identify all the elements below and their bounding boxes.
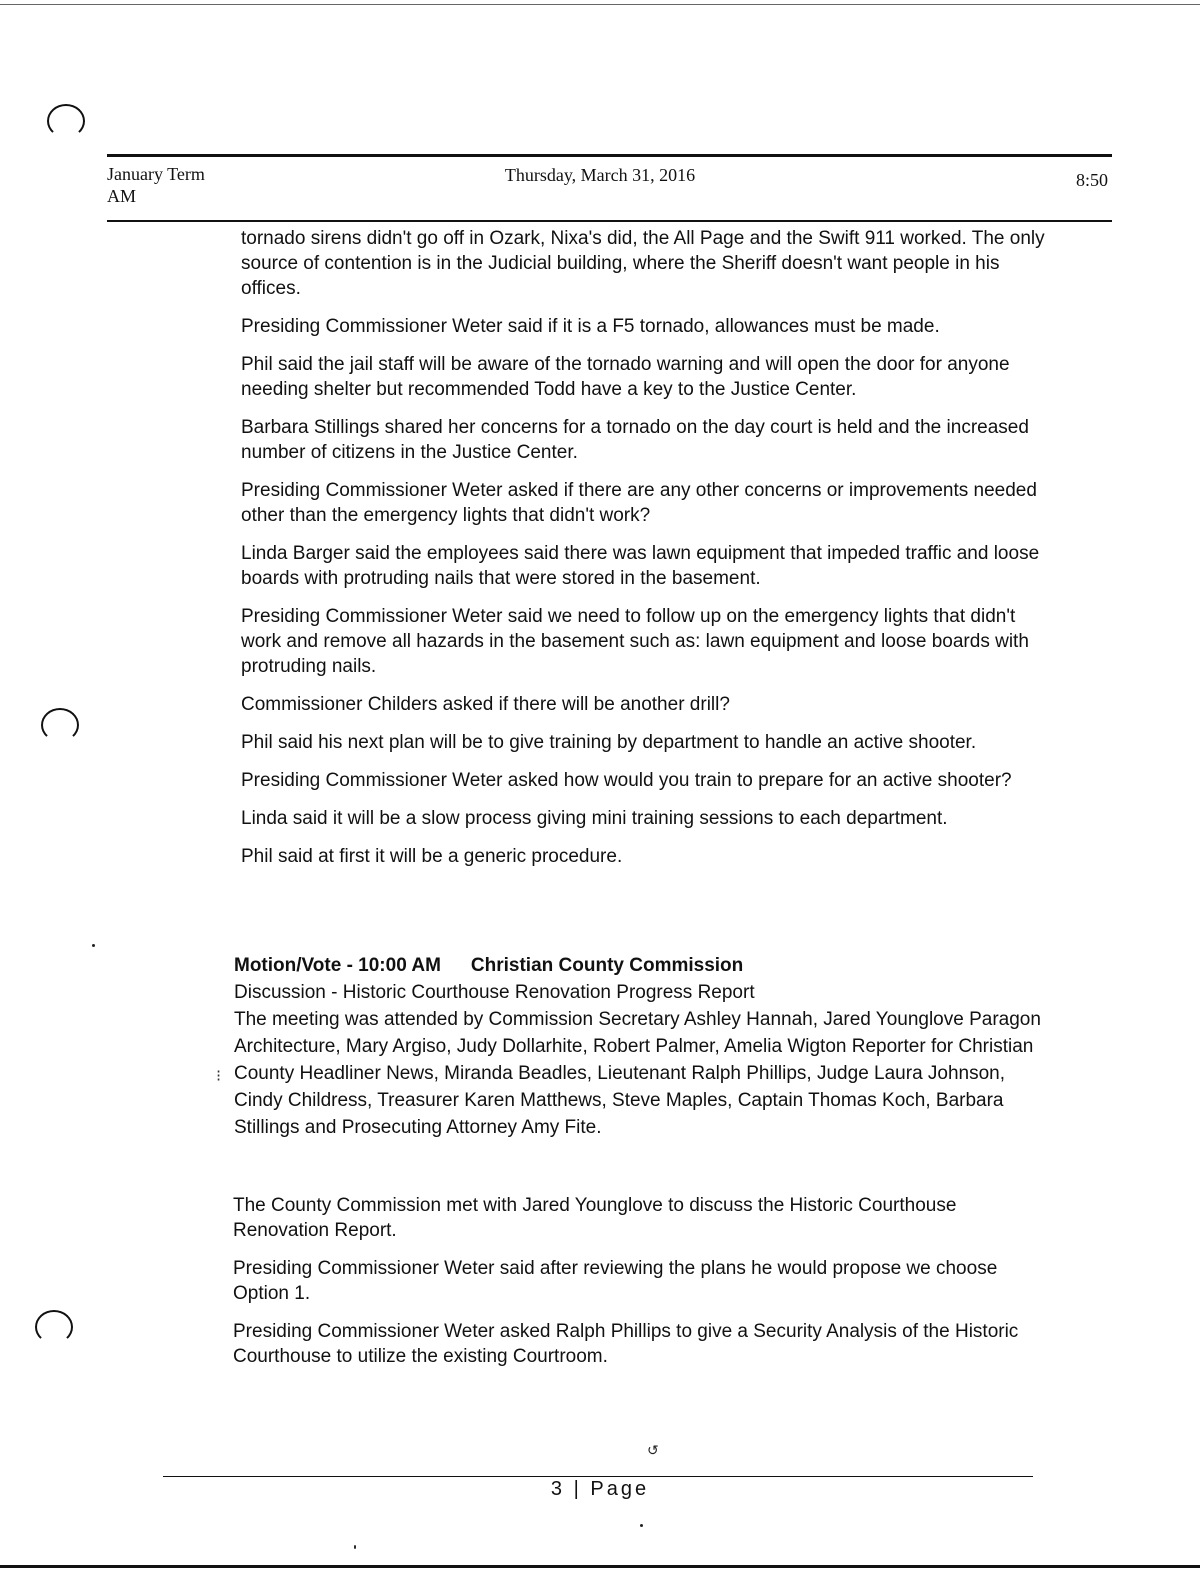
paragraph: The County Commission met with Jared Younglove to discuss the Historic Courthouse Renovation Report. — [233, 1195, 957, 1241]
scan-mark: ↺ — [647, 1442, 659, 1458]
punch-hole-top — [47, 104, 85, 138]
discussion-line: Discussion - Historic Courthouse Renovation Progress Report — [234, 982, 755, 1003]
motion-heading — [234, 952, 1054, 979]
header-term-block — [107, 163, 205, 207]
motion-section — [234, 952, 1054, 1141]
paragraph: Commissioner Childers asked if there will be another drill? — [241, 694, 730, 715]
header-session: AM — [107, 186, 137, 206]
motion-body-name: Christian County Commission — [470, 955, 744, 976]
header-term: January Term — [107, 164, 205, 184]
scan-edge-bottom — [0, 1565, 1200, 1568]
paragraph: Phil said at first it will be a generic procedure. — [241, 846, 623, 867]
paragraph: Presiding Commissioner Weter said after reviewing the plans he would propose we choose Option 1. — [233, 1258, 998, 1304]
header-date: Thursday, March 31, 2016 — [504, 165, 696, 185]
followup-section — [233, 1193, 1053, 1382]
paragraph: Presiding Commissioner Weter asked Ralph Phillips to give a Security Analysis of the Historic Courthouse to utilize the existing Courtroom. — [233, 1321, 1019, 1367]
header-time: 8:50 — [1075, 170, 1108, 190]
header-rule-bottom — [107, 220, 1112, 222]
scan-edge-top — [0, 4, 1200, 5]
scan-speck — [92, 944, 95, 947]
paragraph: Linda said it will be a slow process giving mini training sessions to each department. — [241, 808, 948, 829]
scan-speck — [354, 1545, 356, 1549]
punch-hole-middle — [41, 708, 79, 742]
paragraph: Presiding Commissioner Weter asked how would you train to prepare for an active shooter? — [241, 770, 1012, 791]
paragraph: Phil said his next plan will be to give training by department to handle an active shooter. — [241, 732, 977, 753]
paragraph: Linda Barger said the employees said there was lawn equipment that impeded traffic and loose boards with protruding nails that were stored in the basement. — [241, 543, 1040, 589]
scan-speck — [640, 1524, 643, 1527]
paragraph: Presiding Commissioner Weter said we need to follow up on the emergency lights that didn't work and remove all hazards in the basement such as: lawn equipment and loose boards with protruding nails. — [241, 606, 1029, 677]
paragraph: tornado sirens didn't go off in Ozark, Nixa's did, the All Page and the Swift 911 worked. The only source of contention is in the Judicial building, where the Sheriff doesn't want people in his offices. — [241, 228, 1045, 299]
paragraph: Presiding Commissioner Weter said if it is a F5 tornado, allowances must be made. — [241, 316, 940, 337]
footer-rule — [163, 1476, 1033, 1477]
margin-mark: ⁝ — [216, 1068, 222, 1085]
paragraph: Phil said the jail staff will be aware of the tornado warning and will open the door for anyone needing shelter but recommended Todd have a key to the Justice Center. — [241, 354, 1010, 400]
punch-hole-bottom — [35, 1310, 73, 1344]
motion-label: Motion/Vote - 10:00 AM — [234, 955, 441, 976]
header-rule-top — [107, 154, 1112, 157]
paragraph: Barbara Stillings shared her concerns for a tornado on the day court is held and the increased number of citizens in the Justice Center. — [241, 417, 1029, 463]
page-number: 3 | Page — [550, 1478, 650, 1500]
minutes-body — [241, 226, 1051, 882]
paragraph: Presiding Commissioner Weter asked if there are any other concerns or improvements needed other than the emergency lights that didn't work? — [241, 480, 1037, 526]
attendees-text: The meeting was attended by Commission Secretary Ashley Hannah, Jared Younglove Paragon Architecture, Mary Argiso, Judy Dollarhite, Robert Palmer, Amelia Wigton Reporter for Christian County Headliner News, Miranda Beadles, Lieutenant Ralph Phillips, Judge Laura Johnson, Cindy Childress, Treasurer Karen Matthews, Steve Maples, Captain Thomas Koch, Barbara Stillings and Prosecuting Attorney Amy Fite. — [234, 1009, 1041, 1138]
